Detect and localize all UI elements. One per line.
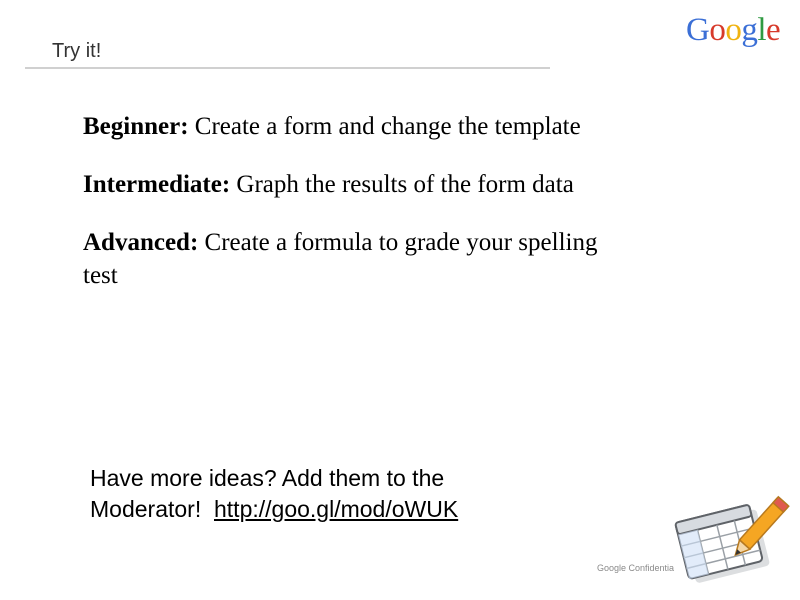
logo-letter-o1: o <box>709 12 726 48</box>
logo-letter-g: G <box>686 12 710 48</box>
google-logo <box>686 14 780 47</box>
task-beginner <box>83 110 603 143</box>
more-ideas-text <box>90 463 540 525</box>
logo-letter-o2: o <box>725 12 742 48</box>
task-advanced <box>83 226 603 292</box>
task-level-label: Advanced: <box>83 229 199 256</box>
logo-letter-e: e <box>766 12 781 48</box>
task-level-label: Beginner: <box>83 113 189 140</box>
title-divider <box>25 67 550 69</box>
task-list <box>83 110 683 317</box>
slide-title: Try it! <box>52 40 102 62</box>
spreadsheet-pencil-icon <box>672 495 790 587</box>
task-description: Create a formula to grade your spelling test <box>83 229 598 289</box>
task-intermediate <box>83 168 603 201</box>
task-description: Graph the results of the form data <box>236 171 574 198</box>
logo-letter-l: l <box>757 12 767 48</box>
task-level-label: Intermediate: <box>83 171 231 198</box>
more-ideas-line1: Have more ideas? Add them to the <box>90 465 445 491</box>
logo-letter-g2: g <box>741 12 758 48</box>
more-ideas-prefix: Moderator! <box>90 496 214 522</box>
moderator-link[interactable]: http://goo.gl/mod/oWUK <box>214 496 459 522</box>
confidential-label: Google Confidentia <box>597 563 675 573</box>
more-ideas-line2 <box>90 494 540 525</box>
task-description: Create a form and change the template <box>194 113 581 140</box>
